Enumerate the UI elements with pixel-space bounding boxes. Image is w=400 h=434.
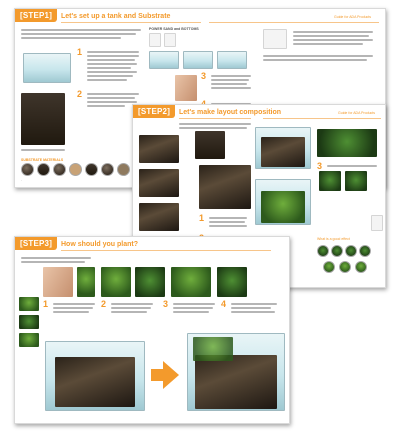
layout-photo: [199, 165, 251, 209]
text-line: [231, 311, 275, 313]
text-line: [87, 93, 139, 95]
plant-photo: [101, 267, 131, 297]
aquarium-before-wood: [55, 357, 135, 407]
step1-heading: Let's set up a tank and Substrate: [61, 13, 171, 20]
step-number: 3: [201, 71, 207, 81]
right-arrow-icon: [151, 369, 163, 381]
moss-swatch: [331, 245, 343, 257]
text-line: [87, 59, 135, 61]
driftwood-photo: [139, 203, 179, 231]
text-line: [211, 75, 251, 77]
aquascape-photo: [317, 129, 377, 157]
step3-heading: How should you plant?: [61, 241, 138, 248]
step-number: 4: [221, 299, 227, 309]
step2-crumb: Guide for ADA Products: [338, 111, 375, 115]
product-bottle-photo: [149, 33, 161, 47]
text-line: [87, 51, 139, 53]
text-line: [21, 29, 141, 31]
material-swatch: [101, 163, 114, 176]
plant-photo: [135, 267, 165, 297]
text-line: [209, 225, 247, 227]
text-line: [179, 123, 251, 125]
text-line: [173, 303, 215, 305]
moss-swatch: [339, 261, 351, 273]
text-line: [263, 55, 373, 57]
moss-swatch: [345, 245, 357, 257]
aquarium-plants: [261, 191, 305, 223]
text-line: [87, 55, 139, 57]
material-swatch: [53, 163, 66, 176]
plant-stems-photo: [77, 267, 95, 297]
product-box-photo: [263, 29, 287, 49]
text-line: [21, 37, 121, 39]
text-line: [87, 71, 137, 73]
step2-rule: [179, 118, 251, 119]
text-line: [111, 307, 151, 309]
aquarium-after-plants: [193, 337, 233, 361]
aquarium-wood: [261, 137, 305, 167]
aquascape-photo: [345, 171, 367, 191]
plant-photo: [171, 267, 211, 297]
text-line: [211, 87, 251, 89]
moss-swatch: [317, 245, 329, 257]
text-line: [173, 307, 213, 309]
text-line: [263, 59, 367, 61]
plant-thumbnail: [19, 297, 39, 311]
plant-thumbnail: [19, 315, 39, 329]
text-line: [209, 217, 247, 219]
brochure-page-step3: [14, 236, 290, 424]
aquascape-photo: [319, 171, 341, 191]
planting-photo: [43, 267, 73, 297]
product-box-photo: [371, 215, 383, 231]
product-bottle-photo: [164, 33, 176, 47]
hand-photo: [175, 75, 197, 101]
step-number: 1: [199, 213, 205, 223]
text-line: [87, 75, 133, 77]
text-line: [111, 303, 153, 305]
right-arrow-icon: [163, 361, 179, 389]
empty-tank-photo: [23, 53, 71, 83]
tank-thumbnail: [149, 51, 179, 69]
step2-heading: Let's make layout composition: [179, 109, 282, 116]
aquarium-after-wood: [195, 355, 277, 409]
step1-crumb: Guide for ADA Products: [334, 15, 371, 19]
text-line: [21, 261, 85, 263]
driftwood-photo: [139, 135, 179, 163]
text-line: [53, 307, 93, 309]
step3-tab: [STEP3]: [15, 237, 57, 250]
text-line: [209, 221, 245, 223]
step-number: 2: [101, 299, 107, 309]
text-line: [293, 31, 373, 33]
text-line: [179, 127, 247, 129]
material-swatch: [117, 163, 130, 176]
step2-rule-right: [263, 118, 381, 119]
step-number: 3: [317, 161, 323, 171]
text-line: [293, 35, 369, 37]
text-line: [211, 83, 247, 85]
tank-thumbnail: [183, 51, 213, 69]
step1-tab: [STEP1]: [15, 9, 57, 22]
plant-thumbnail: [19, 333, 39, 347]
step3-rule: [61, 250, 271, 251]
text-line: [293, 39, 373, 41]
caption-right: What is a good effect: [317, 237, 350, 241]
step-number: 1: [43, 299, 49, 309]
material-swatch: [37, 163, 50, 176]
text-line: [87, 79, 127, 81]
moss-swatch: [359, 245, 371, 257]
material-swatch: [21, 163, 34, 176]
text-line: [173, 311, 209, 313]
products-subhead: POWER SAND and BOTTOMS: [149, 27, 199, 31]
text-line: [53, 311, 89, 313]
layout-photo: [195, 131, 225, 159]
text-line: [211, 79, 249, 81]
text-line: [87, 97, 135, 99]
driftwood-photo: [139, 169, 179, 197]
material-swatch: [85, 163, 98, 176]
text-line: [87, 105, 125, 107]
text-line: [53, 303, 95, 305]
moss-swatch: [323, 261, 335, 273]
text-line: [87, 63, 137, 65]
text-line: [21, 257, 91, 259]
text-line: [87, 67, 131, 69]
text-line: [231, 307, 271, 309]
moss-swatch: [355, 261, 367, 273]
step-number: 3: [163, 299, 169, 309]
step-number: 1: [77, 47, 83, 57]
material-swatch: [69, 163, 82, 176]
text-line: [111, 311, 147, 313]
page-number: ·: [21, 179, 23, 183]
text-line: [21, 33, 136, 35]
substrate-bag-photo: [21, 93, 65, 145]
text-line: [327, 165, 377, 167]
text-line: [21, 149, 65, 151]
text-line: [231, 303, 277, 305]
substrate-section-label: SUBSTRATE MATERIALS: [21, 158, 64, 162]
step2-tab: [STEP2]: [133, 105, 175, 118]
tank-thumbnail: [217, 51, 247, 69]
text-line: [293, 43, 363, 45]
plant-photo: [217, 267, 247, 297]
step1-rule-right: [209, 22, 379, 23]
step1-rule: [61, 22, 201, 23]
text-line: [87, 101, 137, 103]
step-number: 2: [77, 89, 83, 99]
